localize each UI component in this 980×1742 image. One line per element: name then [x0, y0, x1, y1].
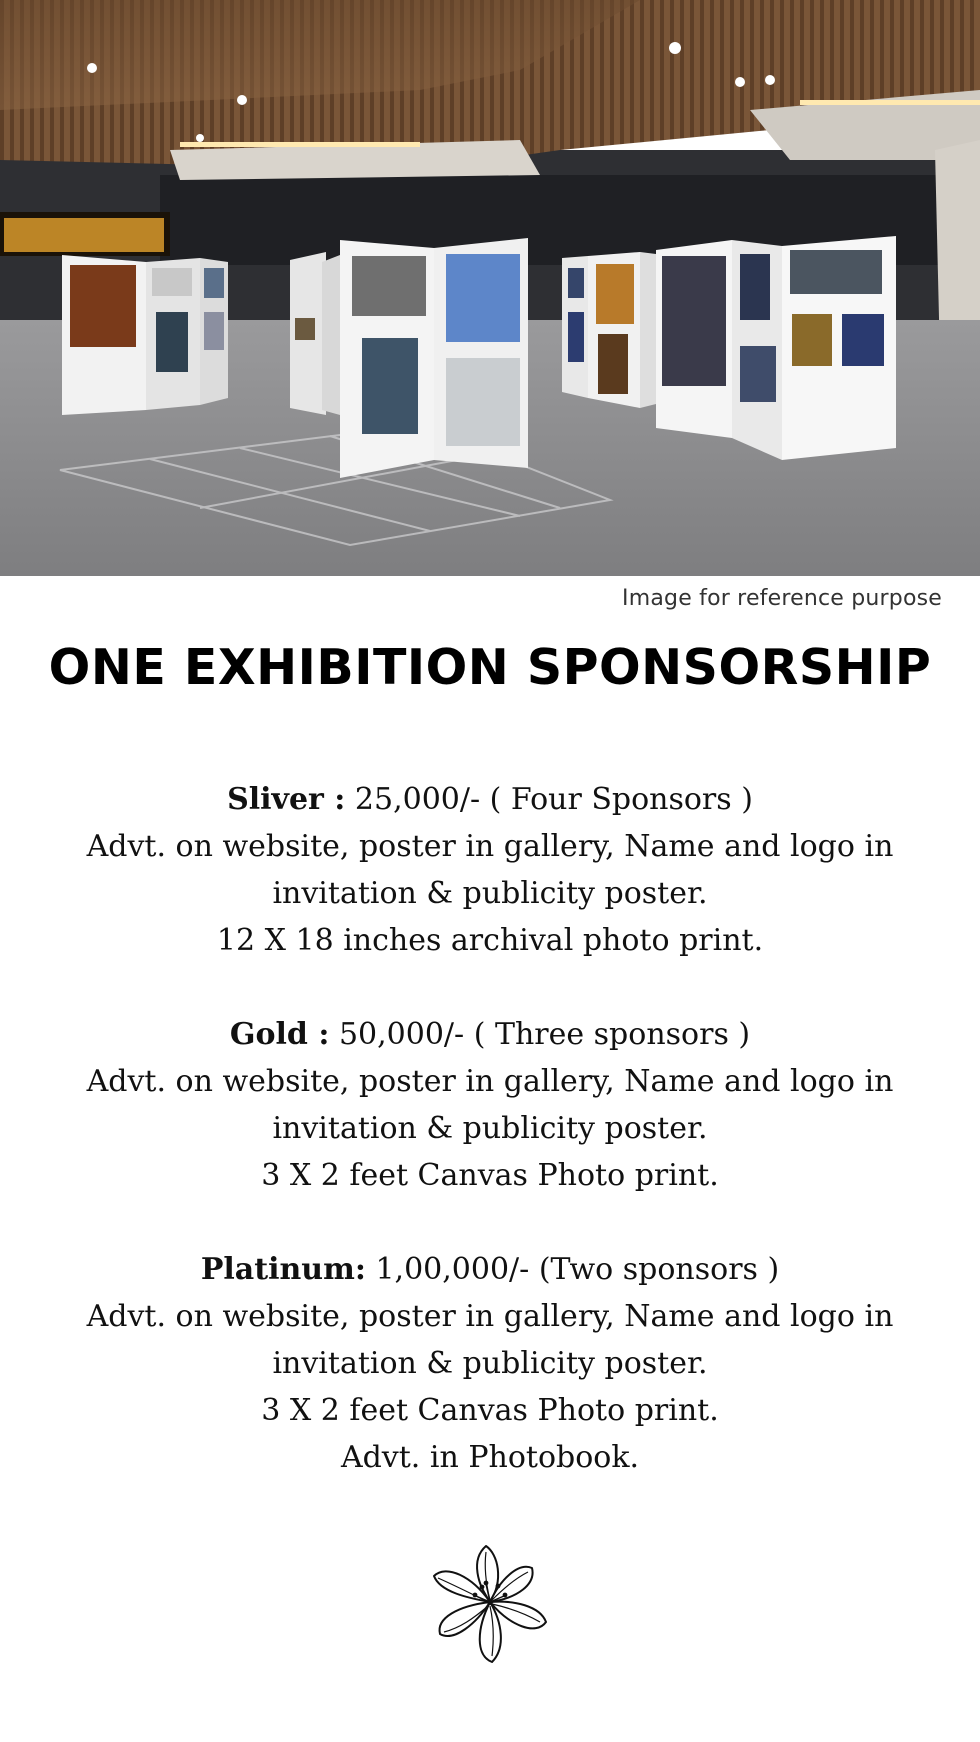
tier-benefit: 3 X 2 feet Canvas Photo print.	[261, 1158, 719, 1193]
tier-silver	[40, 776, 940, 964]
tier-benefit: Advt. in Photobook.	[340, 1440, 640, 1475]
tier-benefit: invitation & publicity poster.	[272, 876, 708, 911]
tier-price: 50,000/- ( Three sponsors )	[329, 1017, 751, 1052]
tier-gold	[40, 1011, 940, 1199]
tier-name: Gold :	[229, 1017, 330, 1052]
tier-heading	[40, 776, 940, 823]
tier-benefit: Advt. on website, poster in gallery, Name and logo in	[86, 1064, 894, 1099]
tier-price: 1,00,000/- (Two sponsors )	[365, 1252, 780, 1287]
tier-benefit: 3 X 2 feet Canvas Photo print.	[261, 1393, 719, 1428]
tier-benefit: 12 X 18 inches archival photo print.	[216, 923, 764, 958]
tier-platinum	[40, 1246, 940, 1481]
tier-benefit: Advt. on website, poster in gallery, Name and logo in	[86, 829, 894, 864]
tier-benefit: Advt. on website, poster in gallery, Name and logo in	[86, 1299, 894, 1334]
flower-icon	[428, 1540, 552, 1668]
tier-heading	[40, 1011, 940, 1058]
tier-benefit: invitation & publicity poster.	[272, 1346, 708, 1381]
tier-name: Sliver :	[227, 782, 346, 817]
page-title: ONE EXHIBITION SPONSORSHIP	[48, 639, 932, 696]
hero-photo	[0, 0, 980, 576]
image-caption: Image for reference purpose	[622, 586, 942, 611]
tier-heading	[40, 1246, 940, 1293]
tier-name: Platinum:	[200, 1252, 366, 1287]
sponsorship-tiers	[40, 776, 940, 1528]
tier-benefit: invitation & publicity poster.	[272, 1111, 708, 1146]
tier-price: 25,000/- ( Four Sponsors )	[345, 782, 753, 817]
